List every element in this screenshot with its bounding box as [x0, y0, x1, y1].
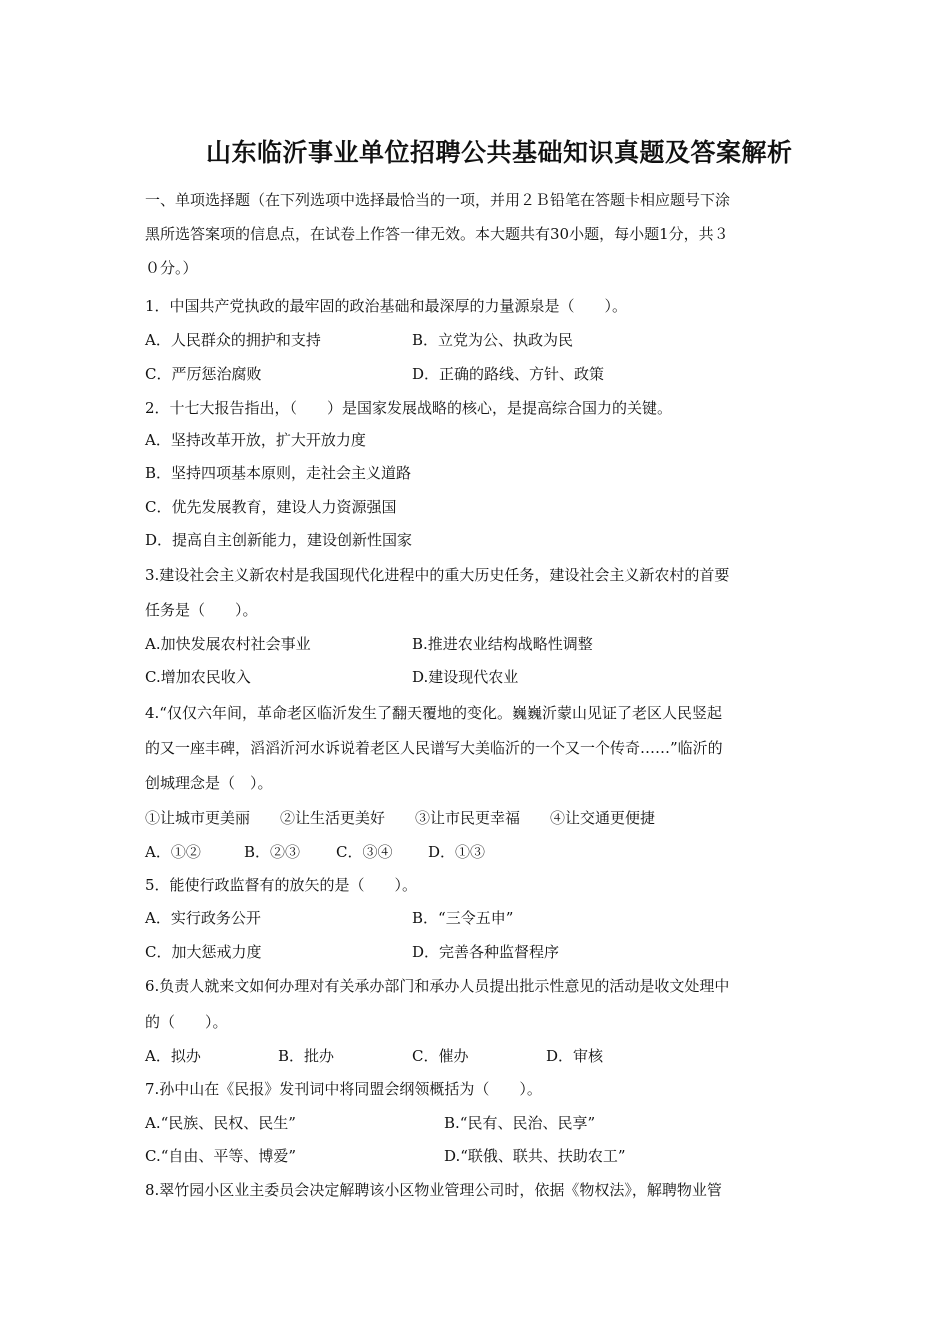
- q2-option-c: C．优先发展教育，建设人力资源强国: [145, 498, 397, 516]
- q3-option-d: D.建设现代农业: [412, 668, 519, 686]
- q2-option-d: D．提高自主创新能力，建设创新性国家: [145, 531, 413, 549]
- q4-items: ①让城市更美丽 ②让生活更美好 ③让市民更幸福 ④让交通更便捷: [145, 809, 656, 827]
- q3-stem-line1: 3.建设社会主义新农村是我国现代化进程中的重大历史任务，建设社会主义新农村的首要: [145, 566, 730, 584]
- q1-option-d: D．正确的路线、方针、政策: [412, 365, 605, 383]
- section-instruction-line2: 黑所选答案项的信息点，在试卷上作答一律无效。本大题共有30小题，每小题1分，共３: [145, 225, 729, 243]
- q3-option-b: B.推进农业结构战略性调整: [412, 635, 593, 653]
- q7-option-b: B.“民有、民治、民享”: [444, 1114, 596, 1132]
- page-title: 山东临沂事业单位招聘公共基础知识真题及答案解析: [206, 138, 793, 167]
- q4-stem-line2: 的又一座丰碑，滔滔沂河水诉说着老区人民谱写大美临沂的一个又一个传奇……”临沂的: [145, 739, 723, 757]
- q4-option-a: A．①②: [145, 843, 201, 861]
- q3-stem-line2: 任务是（ ）。: [145, 601, 258, 619]
- q7-option-a: A.“民族、民权、民生”: [145, 1114, 296, 1132]
- q7-option-c: C.“自由、平等、博爱”: [145, 1147, 297, 1165]
- q6-option-c: C．催办: [412, 1047, 469, 1065]
- q5-stem: 5．能使行政监督有的放矢的是（ ）。: [145, 876, 418, 894]
- q4-option-c: C．③④: [336, 843, 393, 861]
- section-instruction-line3: ０分。）: [145, 259, 198, 277]
- q2-stem: 2．十七大报告指出，（ ）是国家发展战略的核心，是提高综合国力的关键。: [145, 399, 673, 417]
- q2-option-a: A．坚持改革开放，扩大开放力度: [145, 431, 366, 449]
- q1-stem: 1．中国共产党执政的最牢固的政治基础和最深厚的力量源泉是（ ）。: [145, 297, 628, 315]
- q5-option-b: B．“三令五申”: [412, 909, 514, 927]
- q6-stem-line1: 6.负责人就来文如何办理对有关承办部门和承办人员提出批示性意见的活动是收文处理中: [145, 977, 730, 995]
- q5-option-d: D．完善各种监督程序: [412, 943, 560, 961]
- q6-stem-line2: 的（ ）。: [145, 1013, 228, 1031]
- q4-stem-line1: 4.“仅仅六年间，革命老区临沂发生了翻天覆地的变化。巍巍沂蒙山见证了老区人民竖起: [145, 704, 722, 722]
- q6-option-a: A．拟办: [145, 1047, 201, 1065]
- q1-option-b: B．立党为公、执政为民: [412, 331, 574, 349]
- q5-option-c: C．加大惩戒力度: [145, 943, 262, 961]
- q7-option-d: D.“联俄、联共、扶助农工”: [444, 1147, 626, 1165]
- q8-stem-line1: 8.翠竹园小区业主委员会决定解聘该小区物业管理公司时，依据《物权法》，解聘物业管: [145, 1181, 722, 1199]
- q4-option-b: B．②③: [244, 843, 301, 861]
- section-instruction-line1: 一、单项选择题（在下列选项中选择最恰当的一项，并用２Ｂ铅笔在答题卡相应题号下涂: [145, 191, 731, 209]
- q7-stem: 7.孙中山在《民报》发刊词中将同盟会纲领概括为（ ）。: [145, 1080, 542, 1098]
- q2-option-b: B．坚持四项基本原则，走社会主义道路: [145, 464, 412, 482]
- q3-option-c: C.增加农民收入: [145, 668, 251, 686]
- q5-option-a: A．实行政务公开: [145, 909, 261, 927]
- q4-option-d: D．①③: [428, 843, 486, 861]
- q1-option-a: A．人民群众的拥护和支持: [145, 331, 321, 349]
- q4-stem-line3: 创城理念是（ ）。: [145, 774, 273, 792]
- q6-option-d: D．审核: [546, 1047, 604, 1065]
- q1-option-c: C．严厉惩治腐败: [145, 365, 262, 383]
- q3-option-a: A.加快发展农村社会事业: [145, 635, 311, 653]
- q6-option-b: B．批办: [278, 1047, 335, 1065]
